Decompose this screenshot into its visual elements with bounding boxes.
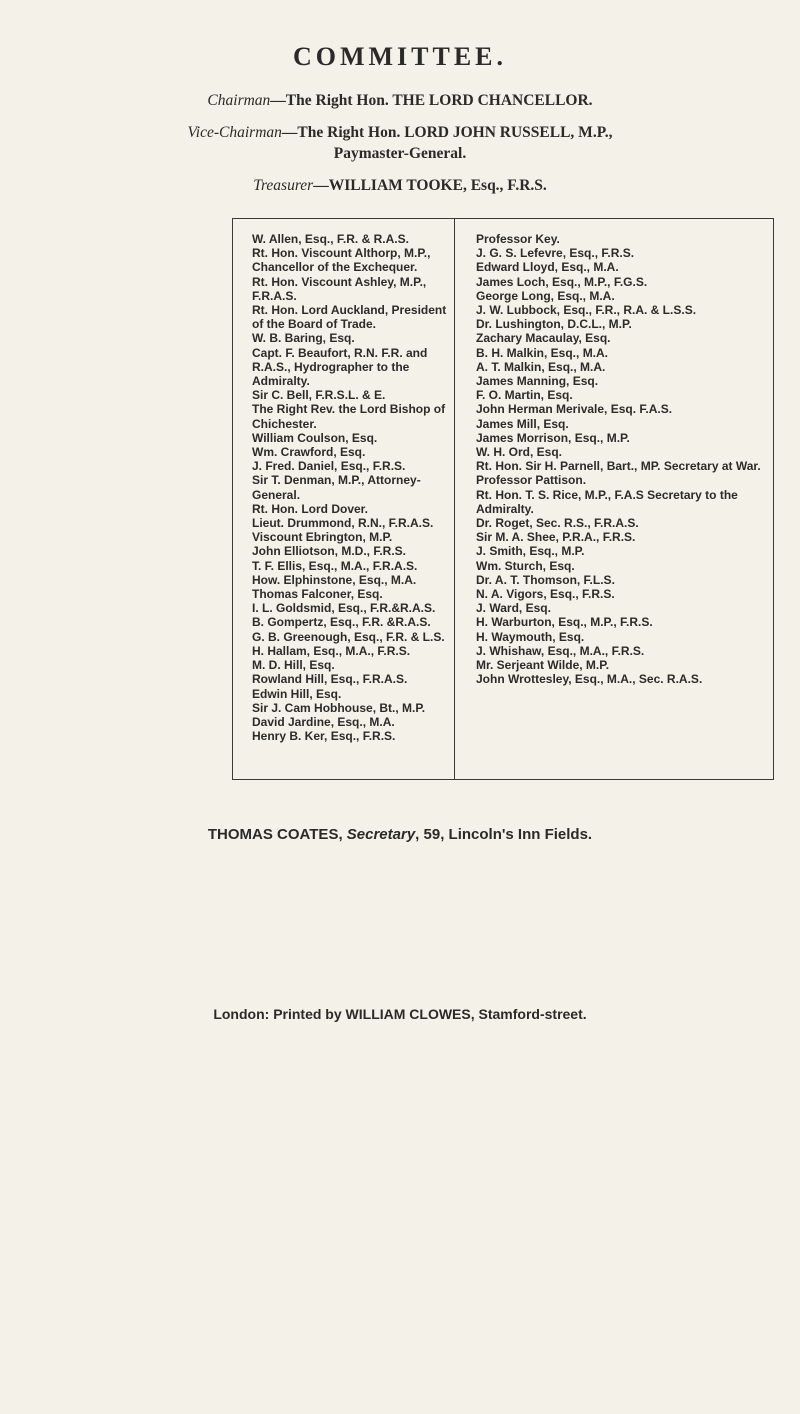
treasurer-name: —WILLIAM TOOKE, Esq., F.R.S. [313,177,547,194]
committee-member: Dr. A. T. Thomson, F.L.S. [476,572,615,587]
committee-member: Sir T. Denman, M.P., Attorney-General. [252,473,421,502]
treasurer-line [0,177,800,195]
committee-member: T. F. Ellis, Esq., M.A., F.R.A.S. [252,558,418,573]
committee-member: H. Hallam, Esq., M.A., F.R.S. [252,643,411,658]
committee-member: N. A. Vigors, Esq., F.R.S. [476,587,615,602]
committee-member: Viscount Ebrington, M.P. [252,530,393,545]
committee-member: M. D. Hill, Esq. [252,658,335,673]
chairman-name: —The Right Hon. THE LORD CHANCELLOR. [270,92,593,109]
vice-chairman-office: Paymaster-General. [333,145,467,162]
vice-chairman-line [0,124,800,142]
committee-member: Rt. Hon. Lord Auckland, President of the Board of Trade. [252,303,447,332]
treasurer-role: Treasurer [253,177,314,194]
chairman-role: Chairman [207,92,271,109]
secretary-role: Secretary [346,826,416,843]
committee-member: Wm. Sturch, Esq. [476,558,575,573]
page-title: COMMITTEE. [292,42,508,71]
committee-member: James Loch, Esq., M.P., F.G.S. [476,274,648,289]
committee-member: David Jardine, Esq., M.A. [252,714,395,729]
committee-member: Rt. Hon. Viscount Ashley, M.P., F.R.A.S. [252,274,427,303]
committee-member: Professor Key. [476,232,560,246]
committee-member: Rt. Hon. Lord Dover. [252,501,369,516]
committee-member: Thomas Falconer, Esq. [252,587,383,602]
secretary-address: , 59, Lincoln's Inn Fields. [415,826,593,843]
printer-imprint: London: Printed by WILLIAM CLOWES, Stamford-street. [213,1006,587,1022]
committee-member: Edward Lloyd, Esq., M.A. [476,260,619,275]
committee-member: J. Whishaw, Esq., M.A., F.R.S. [476,643,645,658]
committee-member: Lieut. Drummond, R.N., F.R.A.S. [252,516,434,531]
committee-member: Rt. Hon. T. S. Rice, M.P., F.A.S Secretary to the Admiralty. [476,487,738,516]
committee-member: Rt. Hon. Sir H. Parnell, Bart., MP. Secretary at War. [476,459,761,474]
committee-member: George Long, Esq., M.A. [476,288,615,303]
committee-member: Zachary Macaulay, Esq. [476,331,611,346]
committee-member: J. W. Lubbock, Esq., F.R., R.A. & L.S.S. [476,303,697,318]
committee-member: H. Waymouth, Esq. [476,629,585,644]
committee-member: Sir J. Cam Hobhouse, Bt., M.P. [252,700,426,715]
committee-member: John Wrottesley, Esq., M.A., Sec. R.A.S. [476,672,703,687]
committee-member: A. T. Malkin, Esq., M.A. [476,359,606,374]
vice-chairman-role: Vice-Chairman [187,124,282,141]
committee-member: W. B. Baring, Esq. [252,331,355,346]
committee-member: G. B. Greenough, Esq., F.R. & L.S. [252,629,445,644]
secretary-line [0,826,800,843]
secretary-name: THOMAS COATES, [207,826,347,843]
committee-member: J. Ward, Esq. [476,601,551,616]
committee-member: J. G. S. Lefevre, Esq., F.R.S. [476,246,635,261]
committee-member: J. Smith, Esq., M.P. [476,544,585,559]
committee-member: F. O. Martin, Esq. [476,388,573,403]
committee-member: Mr. Serjeant Wilde, M.P. [476,658,610,673]
vice-chairman-name: —The Right Hon. LORD JOHN RUSSELL, M.P., [281,124,613,141]
committee-member: Professor Pattison. [476,473,587,488]
committee-member: W. Allen, Esq., F.R. & R.A.S. [252,232,409,246]
committee-member: The Right Rev. the Lord Bishop of Chichester. [252,402,446,431]
committee-member: Rowland Hill, Esq., F.R.A.S. [252,672,408,687]
committee-member: Dr. Roget, Sec. R.S., F.R.A.S. [476,516,639,531]
committee-member: I. L. Goldsmid, Esq., F.R.&R.A.S. [252,601,436,616]
committee-member: Sir C. Bell, F.R.S.L. & E. [252,388,386,403]
committee-member: Wm. Crawford, Esq. [252,445,366,460]
committee-list-right [476,232,768,687]
committee-member: William Coulson, Esq. [252,430,378,445]
committee-member: James Manning, Esq. [476,374,599,389]
committee-member: Capt. F. Beaufort, R.N. F.R. and R.A.S., Hydrographer to the Admiralty. [252,345,428,389]
committee-member: Sir M. A. Shee, P.R.A., F.R.S. [476,530,636,545]
committee-member: B. Gompertz, Esq., F.R. &R.A.S. [252,615,431,630]
committee-member: Henry B. Ker, Esq., F.R.S. [252,729,396,744]
committee-member: B. H. Malkin, Esq., M.A. [476,345,609,360]
committee-member: James Mill, Esq. [476,416,569,431]
committee-member: H. Warburton, Esq., M.P., F.R.S. [476,615,653,630]
committee-member: Rt. Hon. Viscount Althorp, M.P., Chancellor of the Exchequer. [252,246,431,275]
committee-list-left [252,232,448,743]
committee-member: John Herman Merivale, Esq. F.A.S. [476,402,673,417]
committee-member: John Elliotson, M.D., F.R.S. [252,544,407,559]
committee-member: James Morrison, Esq., M.P. [476,430,630,445]
committee-member: J. Fred. Daniel, Esq., F.R.S. [252,459,406,474]
committee-member: Dr. Lushington, D.C.L., M.P. [476,317,632,332]
committee-member: W. H. Ord, Esq. [476,445,563,460]
chairman-line [0,92,800,110]
committee-member: Edwin Hill, Esq. [252,686,342,701]
committee-member: How. Elphinstone, Esq., M.A. [252,572,417,587]
